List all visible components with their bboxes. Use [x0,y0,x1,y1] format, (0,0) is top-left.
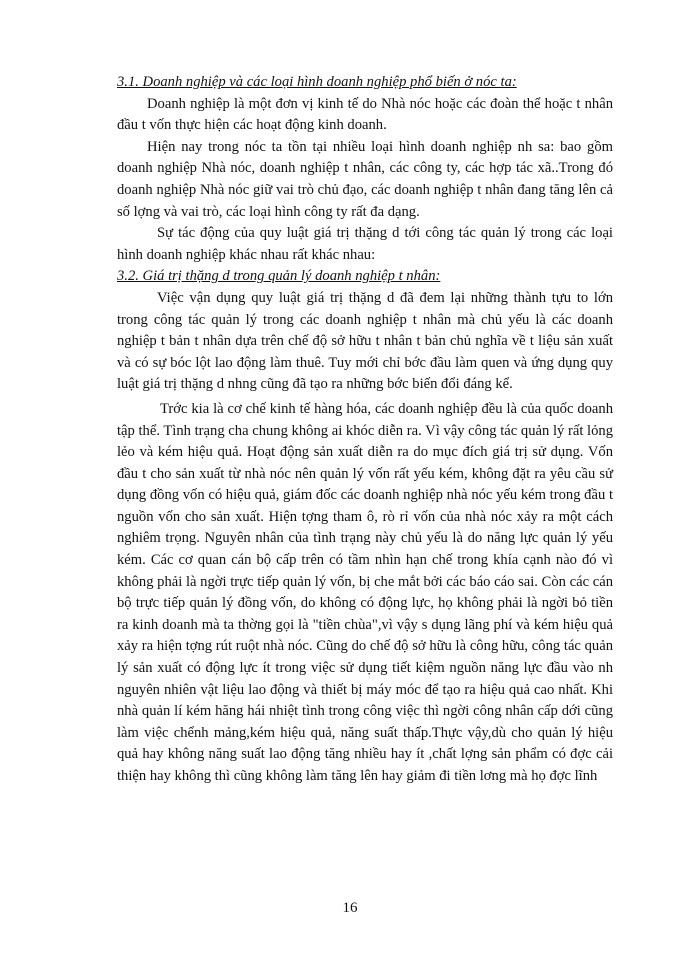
document-body [117,72,613,788]
paragraph: Trớc kia là cơ chế kinh tế hàng hóa, các doanh nghiệp đều là của quốc doanh tập thể. Tình trạng cha chung không ai khóc diễn ra. Vì vậy công tác quản lý rất lỏng lẻo và kém hiệu quả. Hoạt động sản xuất diễn ra do mục đích giá trị sử dụng. Vốn đầu t cho sản xuất từ nhà nóc nên quản lý vốn rất yếu kém, không đặt ra yêu cầu sử dụng đồng vốn có hiệu quả, giám đốc các doanh nghiệp nhà nóc yếu kém trong đầu t nguồn vốn cho sản xuất. Hiện tợng tham ô, rò rỉ vốn của nhà nóc xảy ra một cách nghiêm trọng. Nguyên nhân của tình trạng này chủ yếu là do năng lực quản lý yếu kém. Các cơ quan cán bộ cấp trên có tầm nhìn hạn chế trong khía cạnh nào đó vì không phải là ngời trực tiếp quản lý vốn, bị che mắt bởi các báo cáo sai. Còn các cán bộ trực tiếp quản lý đồng vốn, do không có động lực, họ không phải là ngời bỏ tiền ra kinh doanh mà ta thờng gọi là "tiền chùa",vì vậy s dụng lãng phí và kém hiệu quả xảy ra hiện tợng rút ruột nhà nóc. Cũng do chế độ sở hữu là công hữu, công tác quản lý sản xuất có động lực ít trong việc sử dụng tiết kiệm nguồn năng lực đầu vào nh nguyên nhiên vật liệu lao động và thiết bị máy móc để tạo ra hiệu quả cao nhất. Khi nhà quản lí kém hăng hái nhiệt tình trong công việc thì ngời công nhân cấp dới cũng làm việc chểnh mảng,kém hiệu quả, năng suất thấp.Thực vậy,dù cho quản lý hiệu quả hay không năng suất lao động tăng nhiều hay ít ,chất lợng sản phẩm có đợc cải thiện hay không thì cũng không làm tăng lên hay giảm đi tiền lơng mà họ đợc lĩnh [117,400,613,784]
section-heading-3-1: 3.1. Doanh nghiệp và các loại hình doanh nghiệp phổ biến ở nóc ta: [117,74,517,90]
page-number: 16 [342,900,358,916]
section-heading-3-2: 3.2. Giá trị thặng d trong quản lý doanh nghiệp t nhân: [117,268,441,285]
paragraph: Hiện nay trong nóc ta tồn tại nhiều loại hình doanh nghiệp nh sa: bao gồm doanh nghiệp Nhà nóc, doanh nghiệp t nhân, các công ty, các hợp tác xã..Trong đó doanh nghiệp Nhà nóc giữ vai trò chủ đạo, các doanh nghiệp t nhân đang tăng lên cả số lợng và vai trò, các loại hình công ty rất đa dạng. [117,138,613,220]
paragraph: Doanh nghiệp là một đơn vị kinh tế do Nhà nóc hoặc các đoàn thể hoặc t nhân đầu t vốn thực hiện các hoạt động kinh doanh. [117,95,613,134]
paragraph: Việc vận dụng quy luật giá trị thặng d đã đem lại những thành tựu to lớn trong công tác quản lý trong các doanh nghiệp t nhân mà chủ yếu là các doanh nghiệp t bản t nhân dựa trên chế độ sở hữu t nhân t bản chủ nghĩa về t liệu sản xuất và có sự bóc lột lao động làm thuê. Tuy mới chỉ bớc đầu làm quen và ứng dụng quy luật giá trị thặng d nhng cũng đã tạo ra những bớc biến đổi đáng kể. [117,289,613,393]
paragraph: Sự tác động của quy luật giá trị thặng d tới công tác quản lý trong các loại hình doanh nghiệp khác nhau rất khác nhau: [117,225,613,263]
